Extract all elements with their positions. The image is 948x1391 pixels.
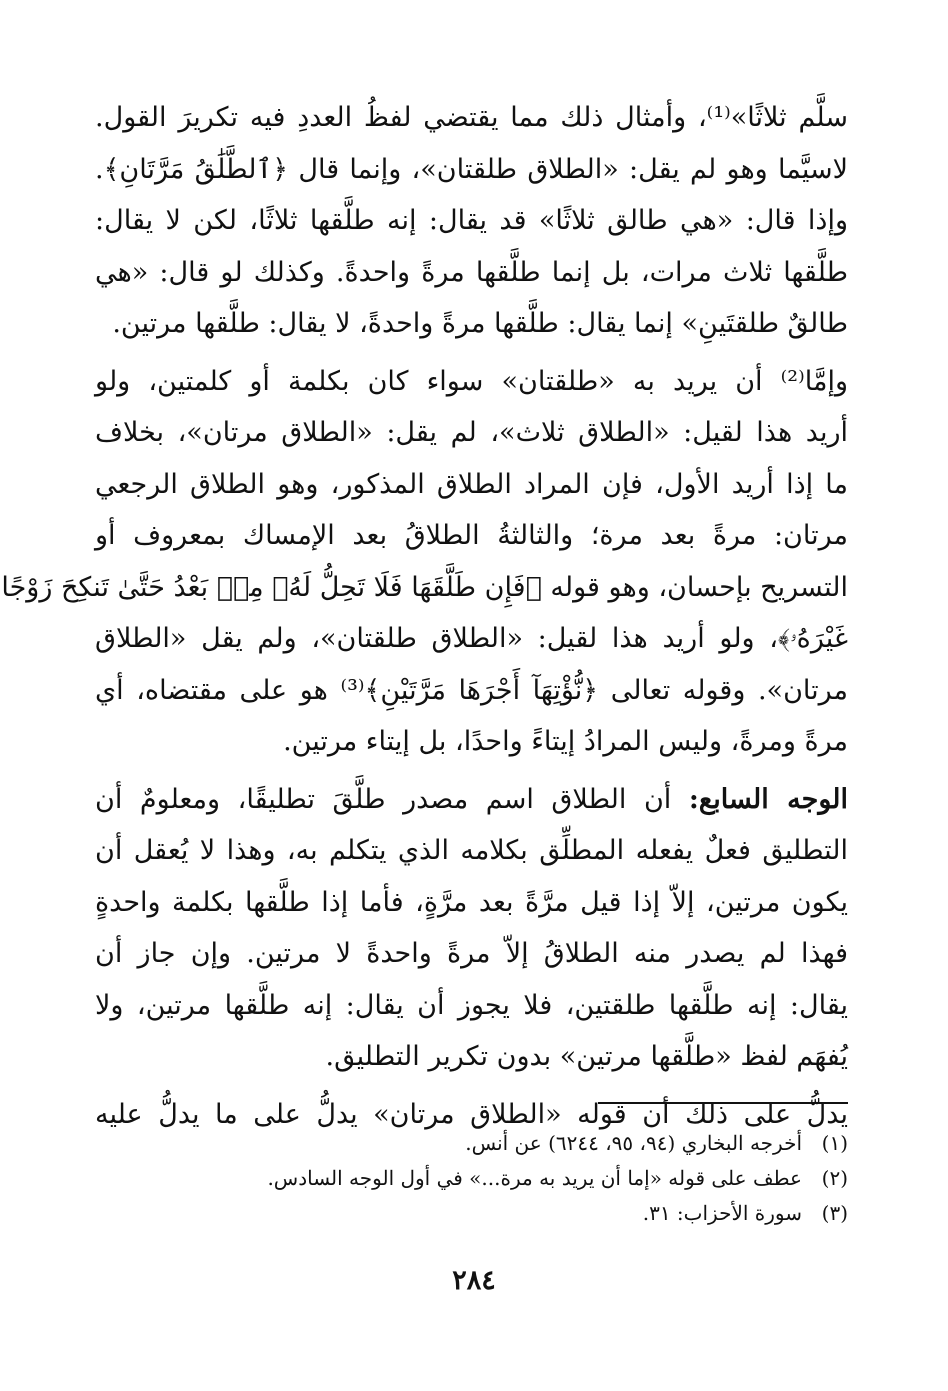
footnote-text: أخرجه البخاري (٩٤، ٩٥، ٦٢٤٤) عن أنس. <box>465 1131 802 1155</box>
text-line: غَيْرَهُۥ﴾، ولو أريد هذا لقيل: «الطلاق طلقتان»، ولم يقل «الطلاق <box>95 623 848 654</box>
text-line: مرتان». وقوله تعالى ﴿نُّؤْتِهَآ أَجْرَهَا مَرَّتَيْنِ﴾⁽³⁾ هو على مقتضاه، أي <box>95 674 848 706</box>
text-line: وإذا قال: «هي طالق ثلاثًا» قد يقال: إنه طلَّقها ثلاثًا، لكن لا يقال: <box>95 205 848 236</box>
footnote-divider <box>598 1102 848 1104</box>
text-line: طلَّقها ثلاث مرات، بل إنما طلَّقها مرةً واحدةً. وكذلك لو قال: «هي <box>95 256 848 288</box>
text-line: سلَّم ثلاثًا»⁽¹⁾، وأمثال ذلك مما يقتضي لفظُ العددِ فيه تكريرَ القول. <box>95 102 848 133</box>
section-heading: الوجه السابع: <box>688 783 848 815</box>
footnote-1 <box>95 1126 848 1161</box>
page-number: ٢٨٤ <box>452 1265 496 1296</box>
text-line: وإمَّا⁽²⁾ أن يريد به «طلقتان» سواء كان بكلمة أو كلمتين، ولو <box>95 365 848 397</box>
text-line: التسريح بإحسان، وهو قوله ﴿فَإِن طَلَّقَهَا فَلَا تَحِلُّ لَهُۥ مِنۢ بَعْدُ حَتَّىٰ تَنكِحَ زَوْجًا <box>1 571 848 603</box>
footnote-number: (٣) <box>821 1201 848 1225</box>
text-run: أن الطلاق اسم مصدر طلَّقَ تطليقًا، ومعلومٌ أن <box>95 783 689 815</box>
paragraph-3 <box>95 774 848 1083</box>
footnote-text: عطف على قوله «إما أن يريد به مرة...» في أول الوجه السادس. <box>267 1166 802 1190</box>
text-line: مرةً ومرةً، وليس المرادُ إيتاءً واحدًا، بل إيتاء مرتين. <box>283 726 848 757</box>
text-line: يقال: إنه طلَّقها طلقتين، فلا يجوز أن يقال: إنه طلَّقها مرتين، ولا <box>95 989 848 1021</box>
text-line: لاسيَّما وهو لم يقل: «الطلاق طلقتان»، وإنما قال ﴿ٱلطَّلَٰقُ مَرَّتَانِ﴾. <box>95 153 848 185</box>
paragraph-1 <box>95 92 848 350</box>
footnote-text: سورة الأحزاب: ٣١. <box>642 1201 802 1225</box>
text-line: يدلُّ على ذلك أن قوله «الطلاق مرتان» يدلُّ على ما يدلُّ عليه <box>95 1098 848 1130</box>
text-line: مرتان: مرةً بعد مرة؛ والثالثةُ الطلاقُ بعد الإمساك بمعروف أو <box>95 520 848 551</box>
text-line: فهذا لم يصدر منه الطلاقُ إلاّ مرةً واحدةً لا مرتين. وإن جاز أن <box>95 938 848 969</box>
text-line: التطليق فعلٌ يفعله المطلِّق بكلامه الذي يتكلم به، وهذا لا يُعقل أن <box>95 835 848 866</box>
footnote-number: (٢) <box>821 1166 848 1190</box>
text-line: ما إذا أريد الأول، فإن المراد الطلاق المذكور، وهو الطلاق الرجعي <box>95 468 848 500</box>
text-line: أريد هذا لقيل: «الطلاق ثلاث»، لم يقل: «الطلاق مرتان»، بخلاف <box>95 417 848 448</box>
text-line: طالقٌ طلقتَينِ» إنما يقال: طلَّقها مرةً واحدةً، لا يقال: طلَّقها مرتين. <box>112 308 848 339</box>
text-line <box>95 774 848 826</box>
text-line: يُفهَم لفظ «طلَّقها مرتين» بدون تكرير التطليق. <box>325 1041 848 1072</box>
footnote-2 <box>95 1161 848 1196</box>
footnotes <box>95 1126 848 1231</box>
paragraph-2 <box>1 356 848 768</box>
text-line: يكون مرتين، إلاّ إذا قيل مرَّةً بعد مرَّةٍ، فأما إذا طلَّقها بكلمة واحدةٍ <box>95 886 848 918</box>
footnote-3 <box>95 1196 848 1231</box>
footnote-number: (١) <box>821 1131 848 1155</box>
main-text <box>1 92 848 1140</box>
